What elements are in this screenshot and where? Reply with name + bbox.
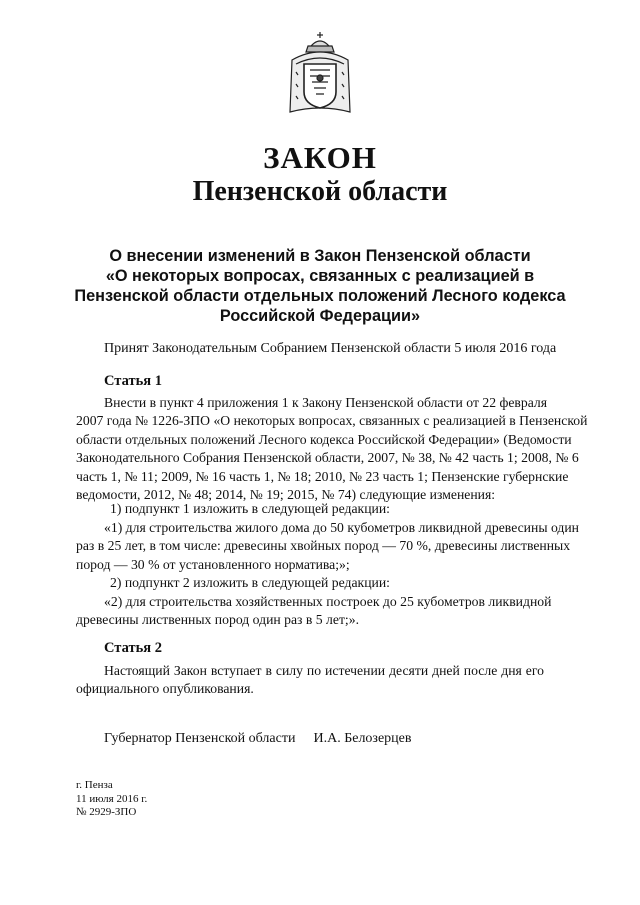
text-line: «2) для строительства хозяйственных построек до 25 кубометров ликвидной [104, 594, 552, 609]
signatory-name: И.А. Белозерцев [313, 731, 412, 746]
adoption-note: Принят Законодательным Собранием Пензенской области 5 июля 2016 года [104, 341, 557, 356]
text-line: ведомости, 2012, № 48; 2014, № 19; 2015, № 74) следующие изменения: [76, 487, 496, 503]
document-subtitle: Пензенской области [192, 176, 448, 207]
document-meta [76, 779, 147, 820]
text-line: раз в 25 лет, в том числе: древесины хвойных пород — 70 %, древесины лиственных [76, 538, 571, 554]
article-2-text [76, 662, 544, 699]
text-line: 2007 года № 1226-ЗПО «О некоторых вопросах, связанных с реализацией в Пензенской [76, 413, 588, 429]
article-1-item-1 [76, 500, 544, 518]
meta-city: г. Пенза [76, 779, 113, 791]
subject-line: О внесении изменений в Закон Пензенской области [109, 247, 531, 265]
document-title: ЗАКОН [263, 140, 377, 175]
text-line: древесины лиственных пород один раз в 5 лет;». [76, 612, 359, 628]
text-line: часть 1, № 11; 2009, № 16 часть 1, № 18; 2010, № 23 часть 1; Пензенские губернские [76, 468, 569, 484]
subject-line: Пензенской области отдельных положений Лесного кодекса [74, 287, 566, 305]
article-1-item-1-quote [76, 519, 580, 574]
coat-of-arms-icon [286, 30, 354, 116]
subject-line: Российской Федерации» [219, 307, 421, 325]
text-line: Внести в пункт 4 приложения 1 к Закону Пензенской области от 22 февраля [104, 395, 548, 410]
signatory-position: Губернатор Пензенской области [104, 731, 296, 746]
subject-line: «О некоторых вопросах, связанных с реализацией в [105, 267, 535, 285]
item-label: 2) подпункт 2 изложить в следующей редакции: [110, 575, 390, 590]
article-1-intro [76, 394, 588, 504]
text-line: пород — 30 % от установленного норматива;»; [76, 556, 350, 572]
text-line: области отдельных положений Лесного кодекса Российской Федерации» (Ведомости [76, 431, 572, 447]
text-line: Законодательного Собрания Пензенской области, 2007, № 38, № 42 часть 1; 2008, № 6 [76, 450, 579, 466]
article-1-item-2-quote [76, 593, 552, 630]
article-1-heading: Статья 1 [104, 373, 162, 389]
text-line: официального опубликования. [76, 681, 254, 697]
item-label: 1) подпункт 1 изложить в следующей редакции: [110, 501, 390, 516]
meta-number: № 2929-ЗПО [76, 806, 137, 818]
text-line: «1) для строительства жилого дома до 50 кубометров ликвидной древесины один [104, 520, 580, 535]
text-line: Настоящий Закон вступает в силу по истечении десяти дней после дня его [104, 663, 544, 678]
article-1-item-2 [76, 574, 544, 592]
meta-date: 11 июля 2016 г. [76, 792, 148, 805]
law-subject [60, 246, 580, 326]
signature-block [104, 731, 412, 747]
article-2-heading: Статья 2 [104, 640, 162, 656]
